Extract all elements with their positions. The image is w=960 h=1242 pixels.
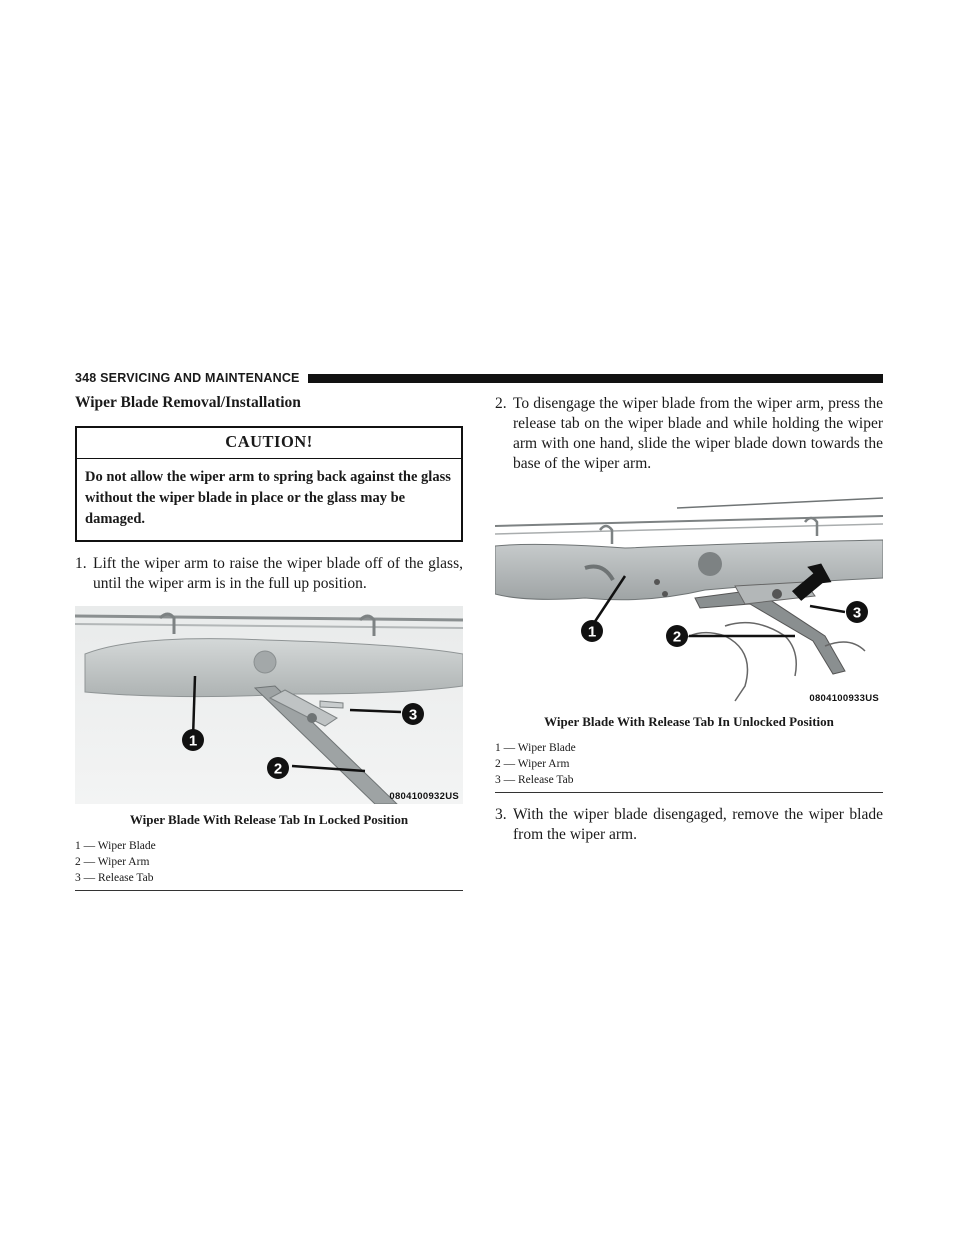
step-1-number: 1.	[75, 555, 87, 572]
figure-code: 0804100932US	[389, 791, 459, 802]
wiper-unlocked-illustration	[495, 486, 883, 706]
figure-unlocked	[495, 486, 883, 706]
section-title: Wiper Blade Removal/Installation	[75, 394, 301, 411]
legend-item: 2 — Wiper Arm	[75, 856, 150, 868]
figure-code: 0804100933US	[809, 693, 879, 704]
step-3-number: 3.	[495, 806, 507, 823]
callout-3: 3	[852, 604, 862, 622]
header-rule	[308, 374, 883, 383]
callout-1: 1	[587, 623, 597, 641]
callout-2: 2	[273, 760, 283, 778]
right-column	[495, 394, 883, 845]
caution-box	[75, 426, 463, 542]
step-1-text: Lift the wiper arm to raise the wiper blade off of the glass, until the wiper arm is in the full up position.	[93, 555, 463, 592]
callout-3: 3	[408, 706, 418, 724]
step-3-text: With the wiper blade disengaged, remove the wiper blade from the wiper arm.	[513, 806, 883, 843]
legend-item: 1 — Wiper Blade	[495, 742, 576, 754]
step-1	[75, 554, 463, 594]
step-2-text: To disengage the wiper blade from the wiper arm, press the release tab on the wiper blade and while holding the wiper arm with one hand, slide the wiper blade down towards the base of the wiper arm.	[513, 395, 883, 472]
figure-legend	[75, 838, 463, 891]
figure-locked	[75, 606, 463, 804]
step-2	[495, 394, 883, 474]
figure-caption: Wiper Blade With Release Tab In Unlocked Position	[544, 714, 834, 729]
caution-heading: CAUTION!	[77, 428, 461, 459]
figure-caption: Wiper Blade With Release Tab In Locked Position	[129, 812, 409, 827]
callout-2: 2	[672, 628, 682, 646]
wiper-locked-illustration	[75, 606, 463, 804]
step-3	[495, 805, 883, 845]
callout-1: 1	[188, 732, 198, 750]
caution-text: Do not allow the wiper arm to spring back against the glass without the wiper blade in place or the glass may be damaged.	[85, 469, 451, 527]
page-header	[75, 370, 883, 386]
page-number-label: 348 SERVICING AND MAINTENANCE	[75, 371, 300, 385]
legend-item: 1 — Wiper Blade	[75, 840, 156, 852]
legend-item: 3 — Release Tab	[75, 872, 154, 884]
figure-legend	[495, 740, 883, 793]
legend-item: 2 — Wiper Arm	[495, 758, 570, 770]
step-2-number: 2.	[495, 395, 507, 412]
left-column	[75, 394, 463, 891]
legend-item: 3 — Release Tab	[495, 774, 574, 786]
